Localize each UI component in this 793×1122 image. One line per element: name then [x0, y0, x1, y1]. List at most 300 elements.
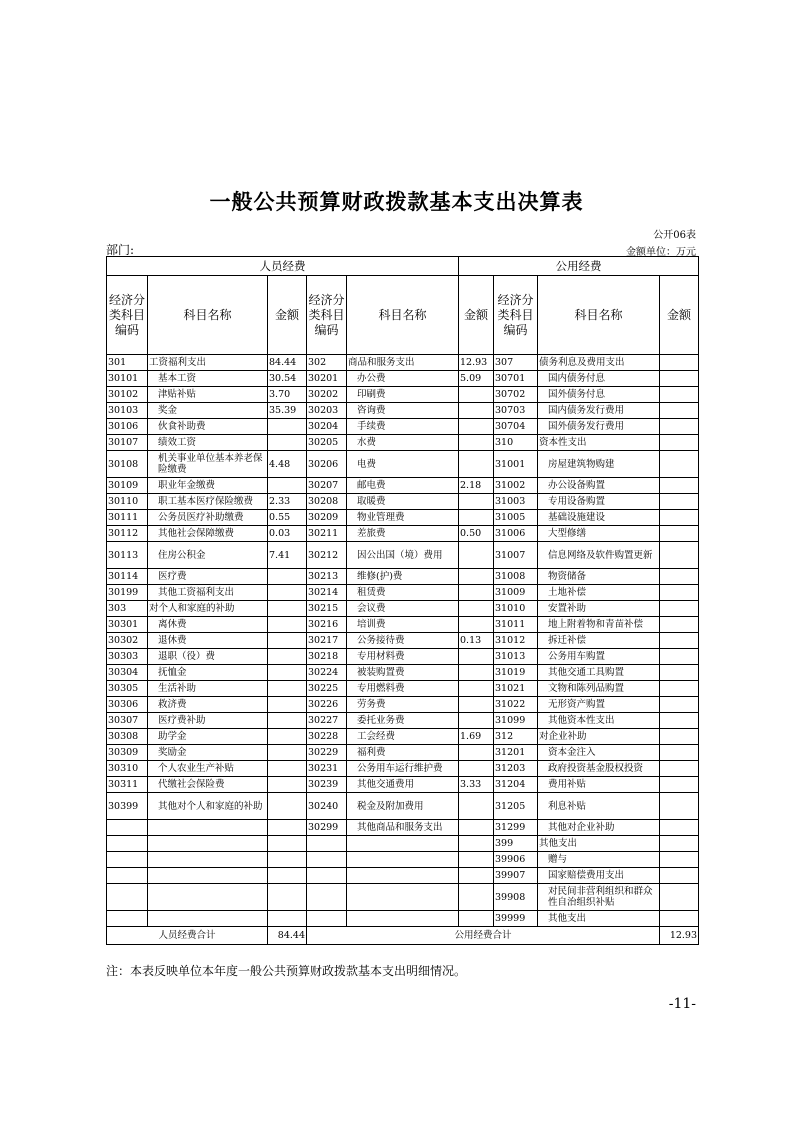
- table-row: [107, 478, 699, 494]
- item-name-cell: 专用材料费: [347, 649, 459, 665]
- item-name-cell: 退休费: [148, 633, 268, 649]
- amount-cell: [660, 569, 699, 585]
- code-cell: 30304: [107, 665, 148, 681]
- code-cell: 30199: [107, 585, 148, 601]
- code-cell: 30103: [107, 403, 148, 419]
- expenditure-table: [106, 256, 699, 945]
- item-name-cell: 其他工资福利支出: [148, 585, 268, 601]
- code-cell: 30240: [307, 793, 347, 820]
- item-name-cell: 其他支出: [538, 911, 660, 927]
- amount-cell: [268, 419, 307, 435]
- code-cell: [107, 820, 148, 836]
- code-cell: 30301: [107, 617, 148, 633]
- amount-cell: 12.93: [459, 355, 494, 371]
- code-cell: 39906: [494, 852, 538, 868]
- table-row: [107, 777, 699, 793]
- table-row: [107, 665, 699, 681]
- amount-cell: 84.44: [268, 355, 307, 371]
- amount-cell: [268, 761, 307, 777]
- amount-cell: 5.09: [459, 371, 494, 387]
- table-row: [107, 435, 699, 451]
- item-name-cell: 租赁费: [347, 585, 459, 601]
- code-cell: 30109: [107, 478, 148, 494]
- amount-cell: [459, 820, 494, 836]
- item-name-cell: 资本性支出: [538, 435, 660, 451]
- amount-cell: [459, 435, 494, 451]
- item-name-cell: 抚恤金: [148, 665, 268, 681]
- amount-cell: [660, 884, 699, 911]
- code-cell: 30217: [307, 633, 347, 649]
- table-row: [107, 820, 699, 836]
- amount-cell: [660, 371, 699, 387]
- code-cell: 307: [494, 355, 538, 371]
- table-row: [107, 868, 699, 884]
- amount-cell: [459, 387, 494, 403]
- personnel-total-value: 84.44: [268, 927, 307, 945]
- amount-cell: [660, 729, 699, 745]
- code-cell: 31006: [494, 526, 538, 542]
- header-code: 经济分类科目编码: [307, 276, 347, 355]
- section-public: 公用经费: [459, 257, 699, 276]
- amount-cell: [459, 681, 494, 697]
- amount-cell: [660, 761, 699, 777]
- amount-cell: [660, 601, 699, 617]
- code-cell: 301: [107, 355, 148, 371]
- amount-cell: [660, 633, 699, 649]
- department-label: 部门:: [106, 243, 135, 257]
- amount-cell: [660, 911, 699, 927]
- amount-cell: [268, 569, 307, 585]
- amount-cell: [660, 526, 699, 542]
- code-cell: 30303: [107, 649, 148, 665]
- amount-cell: [459, 745, 494, 761]
- amount-cell: [459, 585, 494, 601]
- table-row: [107, 633, 699, 649]
- personnel-total-label: 人员经费合计: [107, 927, 268, 945]
- amount-cell: [660, 713, 699, 729]
- item-name-cell: 利息补贴: [538, 793, 660, 820]
- amount-cell: 35.39: [268, 403, 307, 419]
- table-row: [107, 836, 699, 852]
- amount-cell: [268, 435, 307, 451]
- amount-cell: [660, 435, 699, 451]
- code-cell: 39908: [494, 884, 538, 911]
- item-name-cell: 被装购置费: [347, 665, 459, 681]
- public-total-label: 公用经费合计: [307, 927, 660, 945]
- amount-cell: [459, 451, 494, 478]
- code-cell: 30114: [107, 569, 148, 585]
- code-cell: 31008: [494, 569, 538, 585]
- item-name-cell: 专用燃料费: [347, 681, 459, 697]
- table-row: [107, 510, 699, 526]
- code-cell: 30703: [494, 403, 538, 419]
- table-row: [107, 884, 699, 911]
- amount-cell: [660, 820, 699, 836]
- code-cell: 30214: [307, 585, 347, 601]
- amount-cell: [660, 355, 699, 371]
- item-name-cell: 委托业务费: [347, 713, 459, 729]
- item-name-cell: 办公费: [347, 371, 459, 387]
- code-cell: 31010: [494, 601, 538, 617]
- amount-cell: [660, 387, 699, 403]
- amount-cell: 3.70: [268, 387, 307, 403]
- item-name-cell: [148, 820, 268, 836]
- table-row: [107, 649, 699, 665]
- code-cell: 30228: [307, 729, 347, 745]
- item-name-cell: 职工基本医疗保险缴费: [148, 494, 268, 510]
- code-cell: 312: [494, 729, 538, 745]
- amount-cell: [459, 510, 494, 526]
- amount-cell: [660, 649, 699, 665]
- amount-cell: 3.33: [459, 777, 494, 793]
- code-cell: [307, 836, 347, 852]
- amount-cell: [459, 617, 494, 633]
- code-cell: 31019: [494, 665, 538, 681]
- amount-cell: [268, 697, 307, 713]
- code-cell: 30299: [307, 820, 347, 836]
- item-name-cell: 津贴补贴: [148, 387, 268, 403]
- item-name-cell: 生活补助: [148, 681, 268, 697]
- item-name-cell: 其他支出: [538, 836, 660, 852]
- item-name-cell: 办公设备购置: [538, 478, 660, 494]
- item-name-cell: 救济费: [148, 697, 268, 713]
- code-cell: 30204: [307, 419, 347, 435]
- table-row: [107, 745, 699, 761]
- amount-cell: [268, 868, 307, 884]
- item-name-cell: 国内债务发行费用: [538, 403, 660, 419]
- amount-cell: [459, 649, 494, 665]
- amount-cell: [268, 793, 307, 820]
- code-cell: 30207: [307, 478, 347, 494]
- amount-cell: [459, 665, 494, 681]
- item-name-cell: 国外债务付息: [538, 387, 660, 403]
- item-name-cell: 咨询费: [347, 403, 459, 419]
- item-name-cell: 机关事业单位基本养老保险缴费: [148, 451, 268, 478]
- item-name-cell: 费用补贴: [538, 777, 660, 793]
- amount-cell: [268, 649, 307, 665]
- item-name-cell: 其他对企业补助: [538, 820, 660, 836]
- item-name-cell: 培训费: [347, 617, 459, 633]
- item-name-cell: 其他交通费用: [347, 777, 459, 793]
- code-cell: 30311: [107, 777, 148, 793]
- item-name-cell: [148, 911, 268, 927]
- amount-cell: [268, 852, 307, 868]
- code-cell: 31013: [494, 649, 538, 665]
- amount-cell: 2.18: [459, 478, 494, 494]
- amount-cell: 0.55: [268, 510, 307, 526]
- code-cell: [307, 868, 347, 884]
- item-name-cell: 其他商品和服务支出: [347, 820, 459, 836]
- item-name-cell: 国内债务付息: [538, 371, 660, 387]
- unit-label: 金额单位：万元: [626, 247, 696, 258]
- code-cell: 31001: [494, 451, 538, 478]
- amount-cell: [268, 601, 307, 617]
- code-cell: 39907: [494, 868, 538, 884]
- amount-cell: [660, 478, 699, 494]
- table-row: [107, 387, 699, 403]
- amount-cell: [459, 697, 494, 713]
- code-cell: 30101: [107, 371, 148, 387]
- code-cell: 31299: [494, 820, 538, 836]
- amount-cell: [268, 585, 307, 601]
- code-cell: 30225: [307, 681, 347, 697]
- amount-cell: 30.54: [268, 371, 307, 387]
- amount-cell: [660, 793, 699, 820]
- code-cell: 30208: [307, 494, 347, 510]
- item-name-cell: 伙食补助费: [148, 419, 268, 435]
- code-cell: 30201: [307, 371, 347, 387]
- code-cell: 31007: [494, 542, 538, 569]
- item-name-cell: 其他交通工具购置: [538, 665, 660, 681]
- amount-cell: [268, 478, 307, 494]
- code-cell: 30239: [307, 777, 347, 793]
- item-name-cell: 离休费: [148, 617, 268, 633]
- amount-cell: [459, 569, 494, 585]
- item-name-cell: 文物和陈列品购置: [538, 681, 660, 697]
- item-name-cell: 取暖费: [347, 494, 459, 510]
- table-row: [107, 526, 699, 542]
- code-cell: [307, 852, 347, 868]
- item-name-cell: [347, 911, 459, 927]
- footnote: 注：本表反映单位本年度一般公共预算财政拨款基本支出明细情况。: [106, 964, 467, 978]
- header-name: 科目名称: [148, 276, 268, 355]
- item-name-cell: 对企业补助: [538, 729, 660, 745]
- item-name-cell: 差旅费: [347, 526, 459, 542]
- item-name-cell: 对民间非营利组织和群众性自治组织补贴: [538, 884, 660, 911]
- code-cell: 30227: [307, 713, 347, 729]
- header-amount: 金额: [268, 276, 307, 355]
- code-cell: 31204: [494, 777, 538, 793]
- item-name-cell: 邮电费: [347, 478, 459, 494]
- code-cell: 31005: [494, 510, 538, 526]
- amount-cell: 0.03: [268, 526, 307, 542]
- item-name-cell: 手续费: [347, 419, 459, 435]
- amount-cell: 0.13: [459, 633, 494, 649]
- code-cell: 30211: [307, 526, 347, 542]
- totals-row: [107, 927, 699, 945]
- amount-cell: [459, 494, 494, 510]
- amount-cell: [660, 542, 699, 569]
- header-name: 科目名称: [538, 276, 660, 355]
- item-name-cell: [347, 868, 459, 884]
- item-name-cell: 奖励金: [148, 745, 268, 761]
- table-row: [107, 697, 699, 713]
- code-cell: 39999: [494, 911, 538, 927]
- code-cell: 30205: [307, 435, 347, 451]
- amount-cell: [660, 510, 699, 526]
- amount-cell: [660, 494, 699, 510]
- code-cell: 31099: [494, 713, 538, 729]
- code-cell: 30202: [307, 387, 347, 403]
- code-cell: [107, 852, 148, 868]
- table-row: [107, 451, 699, 478]
- item-name-cell: 地上附着物和青苗补偿: [538, 617, 660, 633]
- amount-cell: [459, 601, 494, 617]
- item-name-cell: 公务员医疗补助缴费: [148, 510, 268, 526]
- item-name-cell: 工会经费: [347, 729, 459, 745]
- amount-cell: [660, 585, 699, 601]
- code-cell: 30701: [494, 371, 538, 387]
- amount-cell: [660, 697, 699, 713]
- amount-cell: [459, 884, 494, 911]
- code-cell: 30704: [494, 419, 538, 435]
- item-name-cell: [148, 836, 268, 852]
- header-amount: 金额: [459, 276, 494, 355]
- code-cell: 31203: [494, 761, 538, 777]
- code-cell: 30306: [107, 697, 148, 713]
- code-cell: 399: [494, 836, 538, 852]
- table-number: 公开06表: [653, 230, 696, 241]
- code-cell: 30226: [307, 697, 347, 713]
- amount-cell: [660, 836, 699, 852]
- amount-cell: 0.50: [459, 526, 494, 542]
- item-name-cell: [148, 852, 268, 868]
- code-cell: 31002: [494, 478, 538, 494]
- item-name-cell: 奖金: [148, 403, 268, 419]
- item-name-cell: 赠与: [538, 852, 660, 868]
- code-cell: 31022: [494, 697, 538, 713]
- code-cell: 30305: [107, 681, 148, 697]
- code-cell: 30215: [307, 601, 347, 617]
- code-cell: 31012: [494, 633, 538, 649]
- code-cell: 30111: [107, 510, 148, 526]
- item-name-cell: 基础设施建设: [538, 510, 660, 526]
- page-title: 一般公共预算财政拨款基本支出决算表: [209, 190, 584, 214]
- amount-cell: [660, 777, 699, 793]
- code-cell: 30307: [107, 713, 148, 729]
- code-cell: 31003: [494, 494, 538, 510]
- header-name: 科目名称: [347, 276, 459, 355]
- code-cell: 30112: [107, 526, 148, 542]
- amount-cell: [268, 911, 307, 927]
- item-name-cell: 医疗费: [148, 569, 268, 585]
- item-name-cell: 住房公积金: [148, 542, 268, 569]
- amount-cell: [459, 793, 494, 820]
- item-name-cell: [347, 884, 459, 911]
- item-name-cell: 对个人和家庭的补助: [148, 601, 268, 617]
- amount-cell: [660, 451, 699, 478]
- amount-cell: [660, 681, 699, 697]
- item-name-cell: 安置补助: [538, 601, 660, 617]
- amount-cell: [268, 745, 307, 761]
- amount-cell: [459, 403, 494, 419]
- item-name-cell: 助学金: [148, 729, 268, 745]
- item-name-cell: 其他对个人和家庭的补助: [148, 793, 268, 820]
- item-name-cell: 公务用车购置: [538, 649, 660, 665]
- table-row: [107, 569, 699, 585]
- code-cell: 30308: [107, 729, 148, 745]
- code-cell: 31021: [494, 681, 538, 697]
- amount-cell: [268, 729, 307, 745]
- amount-cell: [660, 868, 699, 884]
- item-name-cell: 大型修缮: [538, 526, 660, 542]
- amount-cell: [660, 665, 699, 681]
- amount-cell: [268, 681, 307, 697]
- item-name-cell: 公务用车运行维护费: [347, 761, 459, 777]
- code-cell: 30309: [107, 745, 148, 761]
- code-cell: 30203: [307, 403, 347, 419]
- item-name-cell: 物资储备: [538, 569, 660, 585]
- item-name-cell: 商品和服务支出: [347, 355, 459, 371]
- item-name-cell: 公务接待费: [347, 633, 459, 649]
- item-name-cell: 信息网络及软件购置更新: [538, 542, 660, 569]
- public-total-value: 12.93: [660, 927, 699, 945]
- table-row: [107, 729, 699, 745]
- code-cell: 30209: [307, 510, 347, 526]
- code-cell: 31201: [494, 745, 538, 761]
- code-cell: 30216: [307, 617, 347, 633]
- amount-cell: [660, 852, 699, 868]
- code-cell: [307, 911, 347, 927]
- item-name-cell: 个人农业生产补贴: [148, 761, 268, 777]
- table-row: [107, 681, 699, 697]
- code-cell: [107, 911, 148, 927]
- item-name-cell: 国家赔偿费用支出: [538, 868, 660, 884]
- item-name-cell: 税金及附加费用: [347, 793, 459, 820]
- item-name-cell: 其他社会保障缴费: [148, 526, 268, 542]
- amount-cell: [459, 542, 494, 569]
- item-name-cell: 物业管理费: [347, 510, 459, 526]
- item-name-cell: 国外债务发行费用: [538, 419, 660, 435]
- item-name-cell: 会议费: [347, 601, 459, 617]
- code-cell: 30399: [107, 793, 148, 820]
- amount-cell: [660, 745, 699, 761]
- code-cell: 30110: [107, 494, 148, 510]
- item-name-cell: 无形资产购置: [538, 697, 660, 713]
- table-row: [107, 585, 699, 601]
- code-cell: 30224: [307, 665, 347, 681]
- amount-cell: [459, 419, 494, 435]
- code-cell: 30106: [107, 419, 148, 435]
- item-name-cell: 福利费: [347, 745, 459, 761]
- amount-cell: 4.48: [268, 451, 307, 478]
- item-name-cell: 绩效工资: [148, 435, 268, 451]
- item-name-cell: 基本工资: [148, 371, 268, 387]
- amount-cell: [459, 761, 494, 777]
- item-name-cell: 印刷费: [347, 387, 459, 403]
- code-cell: 30108: [107, 451, 148, 478]
- code-cell: 30213: [307, 569, 347, 585]
- amount-cell: [268, 836, 307, 852]
- amount-cell: [459, 868, 494, 884]
- code-cell: 30310: [107, 761, 148, 777]
- item-name-cell: 拆迁补偿: [538, 633, 660, 649]
- table-row: [107, 371, 699, 387]
- code-cell: [107, 884, 148, 911]
- table-row: [107, 601, 699, 617]
- item-name-cell: 债务利息及费用支出: [538, 355, 660, 371]
- table-row: [107, 793, 699, 820]
- table-row: [107, 911, 699, 927]
- code-cell: [107, 868, 148, 884]
- table-row: [107, 494, 699, 510]
- code-cell: 30702: [494, 387, 538, 403]
- code-cell: 30102: [107, 387, 148, 403]
- amount-cell: [268, 633, 307, 649]
- code-cell: 302: [307, 355, 347, 371]
- amount-cell: 2.33: [268, 494, 307, 510]
- table-row: [107, 403, 699, 419]
- table-row: [107, 617, 699, 633]
- amount-cell: [459, 911, 494, 927]
- item-name-cell: 工资福利支出: [148, 355, 268, 371]
- amount-cell: [268, 617, 307, 633]
- item-name-cell: 医疗费补助: [148, 713, 268, 729]
- amount-cell: [459, 836, 494, 852]
- code-cell: [307, 884, 347, 911]
- item-name-cell: [148, 868, 268, 884]
- amount-cell: 1.69: [459, 729, 494, 745]
